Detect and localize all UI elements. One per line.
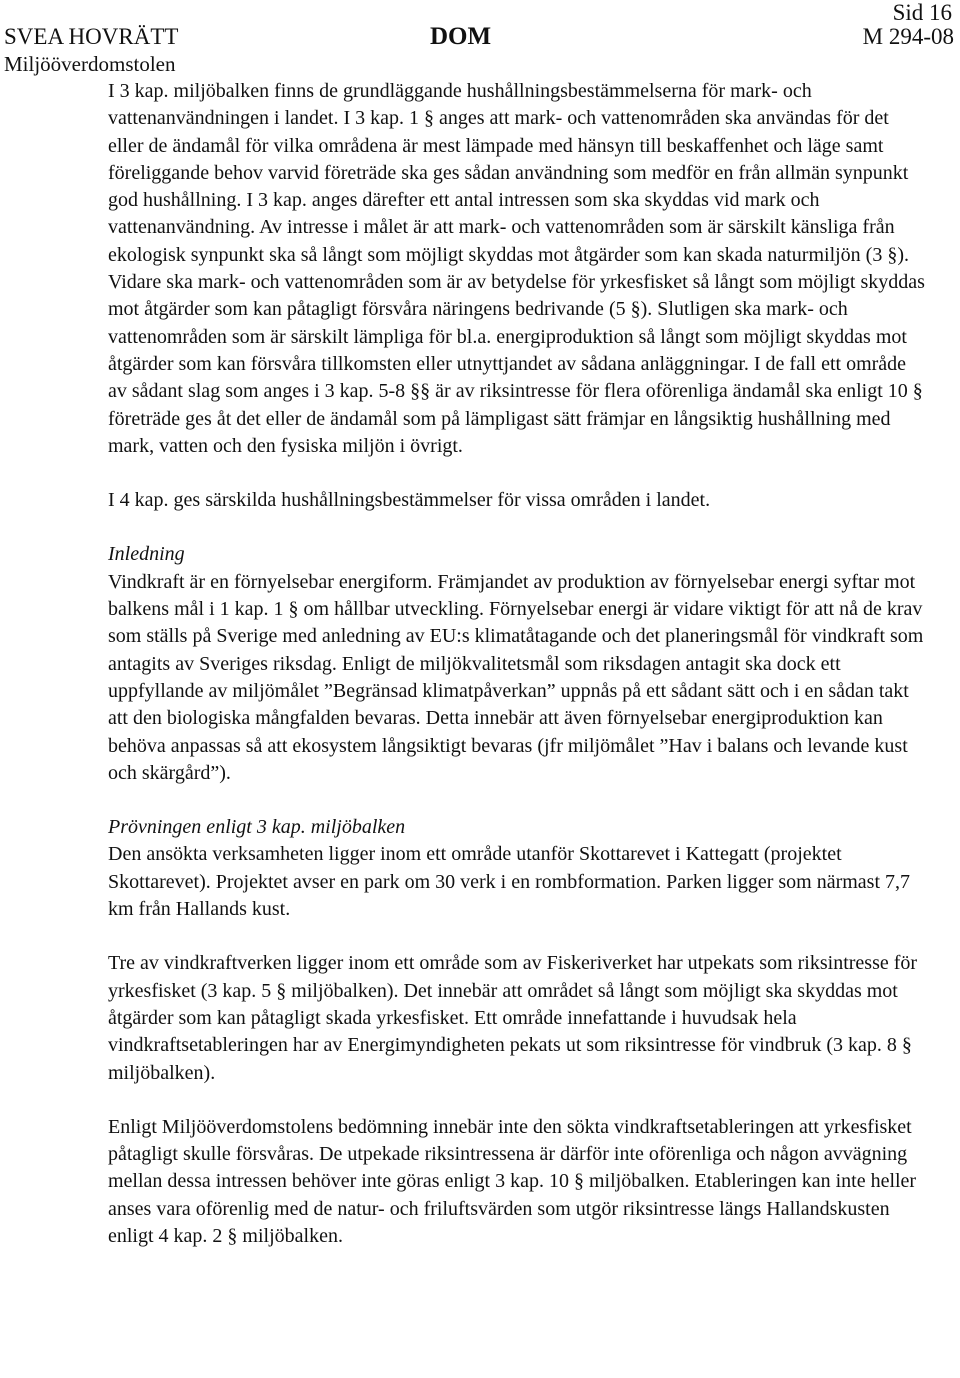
section-heading-inledning: Inledning bbox=[108, 543, 185, 566]
case-number: M 294-08 bbox=[862, 24, 954, 49]
paragraph-bedomning: Enligt Miljööverdomstolens bedömning innebär inte den sökta vindkraftsetableringen att yrkesfisket påtagligt skulle försvåras. De utpekade riksintressena är därför inte oförenliga och någon avvägning mellan dessa intressen behöver inte göras enligt 3 kap. 10 § miljöbalken. Etableringen kan inte heller anses vara oförenlig med de natur- och friluftsvärden som utgör riksintresse längs Hallandskusten enligt 4 kap. 2 § miljöbalken. bbox=[108, 1115, 917, 1247]
paragraph-chapter-4: I 4 kap. ges särskilda hushållningsbestämmelser för vissa områden i landet. bbox=[108, 489, 711, 512]
section-heading-provningen: Prövningen enligt 3 kap. miljöbalken bbox=[108, 816, 406, 839]
paragraph-chapter-3: I 3 kap. miljöbalken finns de grundläggande hushållningsbestämmelserna för mark- och vattenanvändningen i landet. I 3 kap. 1 § anges att mark- och vattenområden ska användas för det eller de ändamål för vilka områdena är mest lämpade med hänsyn till beskaffenhet och läge samt föreliggande behov varvid företräde ska ges sådan användning som medför en från allmän synpunkt god hushållning. I 3 kap. anges därefter ett antal intressen som ska skyddas vid mark och vattenanvändning. Av intresse i målet är att mark- och vattenområden som är särskilt känsliga från ekologisk synpunkt ska så långt som möjligt skyddas mot åtgärder som kan skada naturmiljön (3 §). Vidare ska mark- och vattenområden som är av betydelse för yrkesfisket så långt som möjligt skyddas mot åtgärder som kan påtagligt försvåra näringens bedrivande (5 §). Slutligen ska mark- och vattenområden som är särskilt lämpliga för bl.a. energiproduktion så långt som möjligt skyddas mot åtgärder som kan försvåra tillkomsten eller utnyttjandet av sådana anläggningar. I de fall ett område av sådant slag som anges i 3 kap. 5-8 §§ är av riksintresse för flera oförenliga ändamål ska enligt 10 § företräde ges åt det eller de ändamål som på lämpligast sätt främjar en långsiktig hushållning med mark, vatten och den fysiska miljön i övrigt. bbox=[108, 80, 925, 457]
paragraph-riksintresse: Tre av vindkraftverken ligger inom ett område som av Fiskeriverket har utpekats som riksintresse för yrkesfisket (3 kap. 5 § miljöbalken). Det innebär att området så långt som möjligt ska skyddas mot åtgärder som kan påtagligt skada yrkesfisket. Ett område innefattande i huvudsak hela vindkraftsetableringen har av Energimyndigheten pekats ut som riksintresse för vindbruk (3 kap. 8 § miljöbalken). bbox=[108, 952, 918, 1084]
document-type: DOM bbox=[430, 23, 492, 50]
court-division: Miljööverdomstolen bbox=[4, 52, 176, 76]
page-number: Sid 16 bbox=[892, 0, 952, 25]
document-body bbox=[108, 78, 928, 1250]
paragraph-verksamheten: Den ansökta verksamheten ligger inom ett område utanför Skottarevet i Kattegatt (projektet Skottarevet). Projektet avser en park om 30 verk i en rombformation. Parken ligger som närmast 7,7 km från Hallands kust. bbox=[108, 843, 911, 921]
court-name: SVEA HOVRÄTT bbox=[4, 24, 179, 49]
paragraph-inledning: Vindkraft är en förnyelsebar energiform. Främjandet av produktion av förnyelsebar energi syftar mot balkens mål i 1 kap. 1 § om hållbar utveckling. Förnyelsebar energi är vidare viktigt för att nå de krav som ställs på Sverige med anledning av EU:s klimatåtagande och det planeringsmål för vindkraft som antagits av Sveriges riksdag. Enligt de miljökvalitetsmål som riksdagen antagit ska dock ett uppfyllande av miljömålet ”Begränsad klimatpåverkan” uppnås på ett sådant sätt och i en sådan takt att den biologiska mångfalden bevaras. Detta innebär att även förnyelsebar energiproduktion kan behöva anpassas så att ekosystem långsiktigt bevaras (jfr miljömålet ”Hav i balans och levande kust och skärgård”). bbox=[108, 570, 924, 784]
